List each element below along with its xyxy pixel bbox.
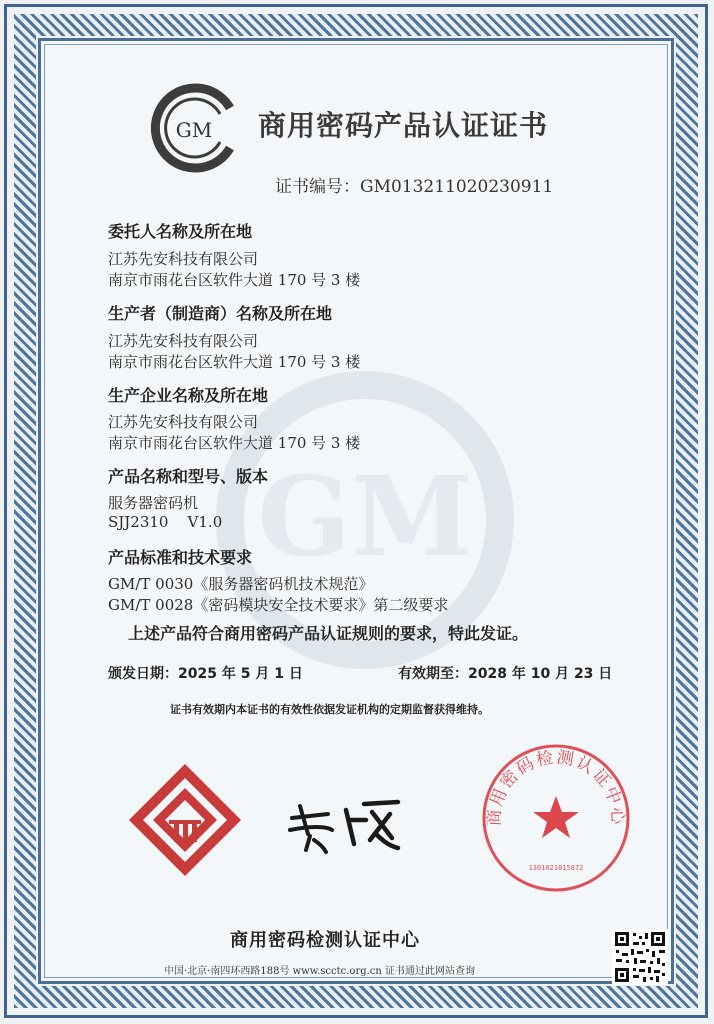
svg-text:GM: GM: [257, 452, 473, 581]
section-heading: 产品名称和型号、版本: [108, 467, 269, 486]
section-line: 南京市雨花台区软件大道 170 号 3 楼: [108, 434, 361, 452]
expiry-date: 有效期至：2028 年 10 月 23 日: [398, 666, 613, 682]
section-line: SJJ2310 V1.0: [108, 513, 223, 531]
section-line: GM/T 0030《服务器密码机技术规范》: [108, 575, 374, 593]
section-line: 南京市雨花台区软件大道 170 号 3 楼: [108, 353, 361, 371]
gm-logo: [150, 82, 242, 174]
footer-address: 中国·北京·南四环西路188号 www.scctc.org.cn 证书通过此网站查询: [164, 966, 476, 977]
section-line: GM/T 0028《密码模块安全技术要求》第二级要求: [108, 596, 449, 614]
section-line: 江苏先安科技有限公司: [108, 250, 259, 268]
seal-text: 商用密码检测认证中心: [484, 747, 628, 827]
section-heading: 生产企业名称及所在地: [108, 386, 269, 405]
section-line: 江苏先安科技有限公司: [108, 332, 259, 350]
signature: [280, 790, 410, 855]
validity-note: 证书有效期内本证书的有效性依据发证机构的定期监督获得维持。: [170, 703, 489, 716]
certificate-number: 证书编号：GM013211020230911: [275, 177, 554, 197]
section-line: 江苏先安科技有限公司: [108, 413, 259, 431]
section-line: 服务器密码机: [108, 494, 199, 512]
issuer-name: 商用密码检测认证中心: [230, 930, 420, 951]
section-line: 南京市雨花台区软件大道 170 号 3 楼: [108, 271, 361, 289]
issue-date: 颁发日期：2025 年 5 月 1 日: [108, 666, 303, 682]
qr-code[interactable]: [612, 929, 668, 985]
section-heading: 产品标准和技术要求: [108, 548, 253, 567]
logo-text: GM: [175, 118, 213, 142]
seal-serial: 1301021015872: [528, 864, 584, 872]
section-heading: 生产者（制造商）名称及所在地: [108, 304, 333, 323]
certificate-title: 商用密码产品认证证书: [258, 109, 549, 142]
certification-emblem: [125, 760, 245, 880]
official-seal: [478, 740, 634, 896]
section-heading: 委托人名称及所在地: [108, 222, 253, 241]
certification-statement: 上述产品符合商用密码产品认证规则的要求，特此发证。: [128, 624, 529, 643]
